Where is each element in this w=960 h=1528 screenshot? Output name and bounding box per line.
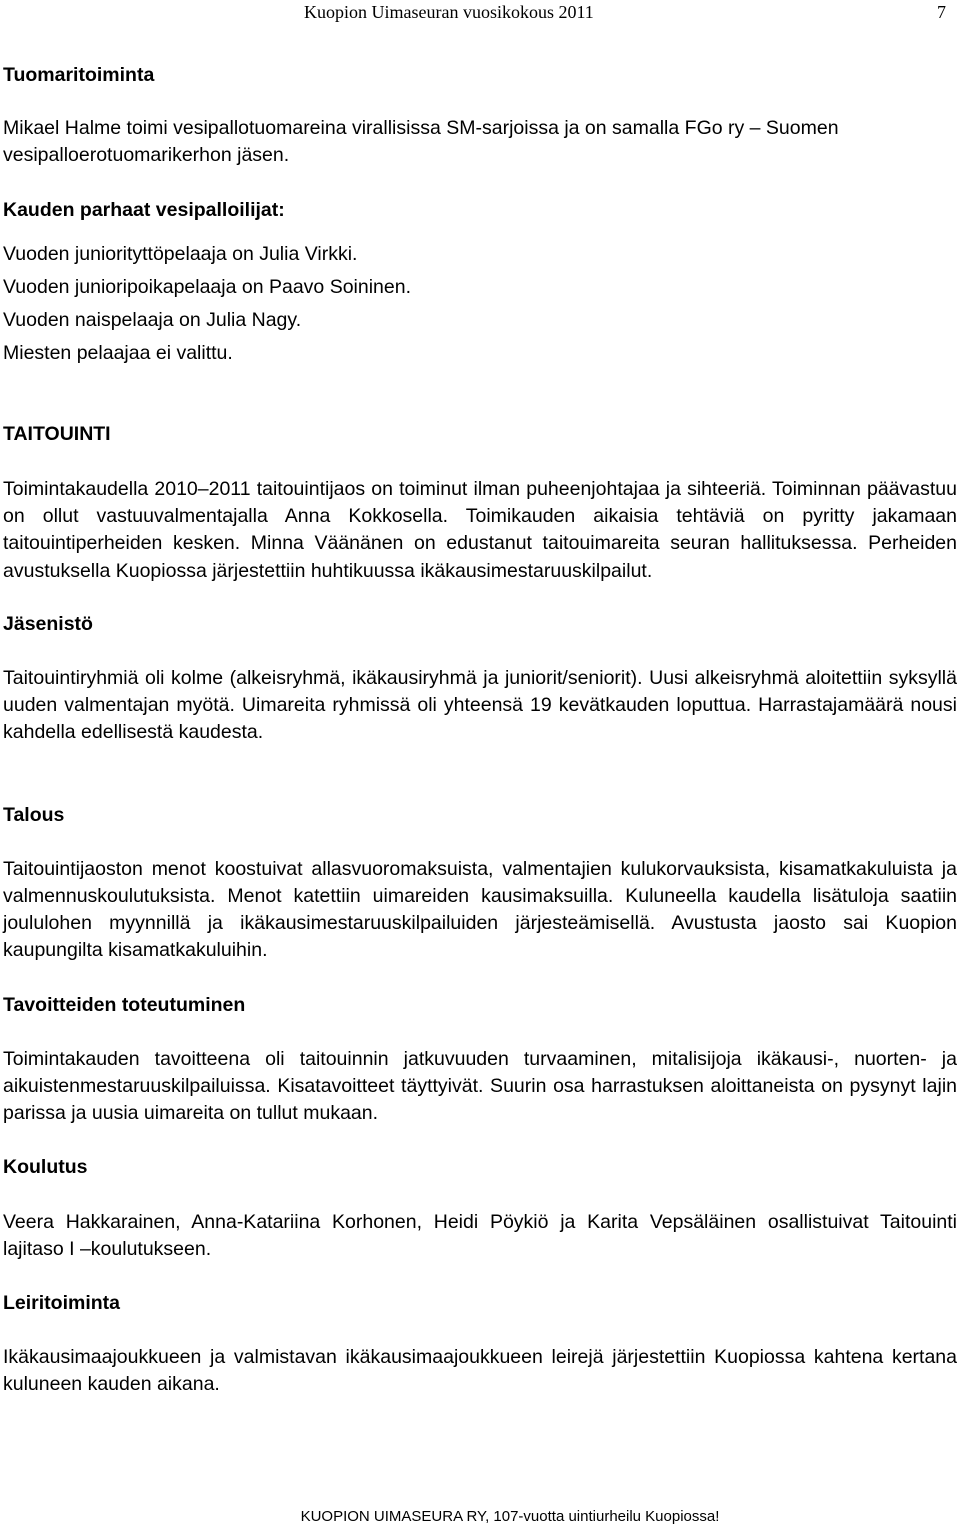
section-koulutus [3, 1154, 957, 1263]
page-number: 7 [937, 2, 946, 22]
section-heading: Tuomaritoiminta [3, 64, 155, 86]
document-body [3, 62, 957, 1399]
paragraph: Taitouintijaoston menot koostuivat allasvuoromaksuista, valmentajien kulukorvauksista, kisamatkakuluista ja valmennuskoulutuksista. Menot katettiin uimareiden kausimaksuilla. Kuluneella kaudella lisätuloja saatiin joululohen myynnillä ja ikäkausimestaruuskilpailuiden järjesteämisellä. Avustusta jaosto sai Kuopion kaupungilta kisamatkakuluihin. [3, 857, 957, 962]
section-taitouinti [3, 421, 957, 585]
section-leiritoiminta [3, 1290, 957, 1399]
section-talous [3, 802, 957, 965]
paragraph: Veera Hakkarainen, Anna-Katariina Korhonen, Heidi Pöykiö ja Karita Vepsäläinen osallistuivat Taitouinti lajitaso I –koulutukseen. [3, 1210, 957, 1260]
list-item: Vuoden juniorityttöpelaaja on Julia Virkki. [3, 242, 358, 265]
paragraph: Ikäkausimaajoukkueen ja valmistavan ikäkausimaajoukkueen leirejä järjestettiin Kuopiossa kahtena kertana kuluneen kauden aikana. [3, 1346, 957, 1396]
section-heading: Talous [3, 803, 65, 826]
paragraph: Mikael Halme toimi vesipallotuomareina virallisissa SM-sarjoissa ja on samalla FGo ry – Suomen vesipalloerotuomarikerhon jäsen. [3, 117, 839, 167]
section-heading: Tavoitteiden toteutuminen [3, 993, 246, 1016]
section-heading: Jäsenistö [3, 612, 93, 635]
section-kauden-parhaat [3, 197, 957, 370]
list-item: Vuoden naispelaaja on Julia Nagy. [3, 308, 302, 331]
list-item: Vuoden junioripoikapelaaja on Paavo Soininen. [3, 275, 412, 298]
paragraph: Toimintakaudella 2010–2011 taitouintijaos on toiminut ilman puheenjohtajaa ja sihteeriä. Toiminnan päävastuu on ollut vastuuvalmentajalla Anna Kokkosella. Toimikauden aikaisia tehtäviä on pyritty jakamaan taitouintiperheiden kesken. Minna Väänänen on edustanut taitouimareita seuran hallituksessa. Perheiden avustuksella Kuopiossa järjestettiin huhtikuussa ikäkausimestaruuskilpailut. [3, 478, 957, 582]
list-item: Miesten pelaajaa ei valittu. [3, 341, 233, 364]
section-jasenisto [3, 611, 957, 747]
page-header [0, 0, 960, 28]
section-heading: TAITOUINTI [3, 422, 111, 445]
paragraph: Toimintakauden tavoitteena oli taitouinnin jatkuvuuden turvaaminen, mitalisijoja ikäkausi-, nuorten- ja aikuistenmestaruuskilpailuissa. Kisatavoitteet täyttyivät. Suurin osa harrastuksen aloittaneista on pysynyt lajin parissa ja uusia uimareita on tullut mukaan. [3, 1047, 957, 1125]
section-heading: Kauden parhaat vesipalloilijat: [3, 198, 285, 221]
section-tavoitteiden-toteutuminen [3, 992, 957, 1128]
section-heading: Koulutus [3, 1156, 88, 1179]
page-footer: KUOPION UIMASEURA RY, 107-vuotta uintiurheilu Kuopiossa! [300, 1508, 720, 1525]
paragraph: Taitouintiryhmiä oli kolme (alkeisryhmä, ikäkausiryhmä ja juniorit/seniorit). Uusi alkeisryhmä aloitettiin syksyllä uuden valmentajan myötä. Uimareita ryhmissä oli yhteensä 19 kevätkauden loputtua. Harrastajamäärä nousi kahdella edellisestä kaudesta. [3, 667, 957, 744]
player-list [3, 238, 957, 370]
section-heading: Leiritoiminta [3, 1292, 121, 1315]
section-tuomaritoiminta [3, 62, 957, 170]
document-title: Kuopion Uimaseuran vuosikokous 2011 [304, 2, 594, 22]
